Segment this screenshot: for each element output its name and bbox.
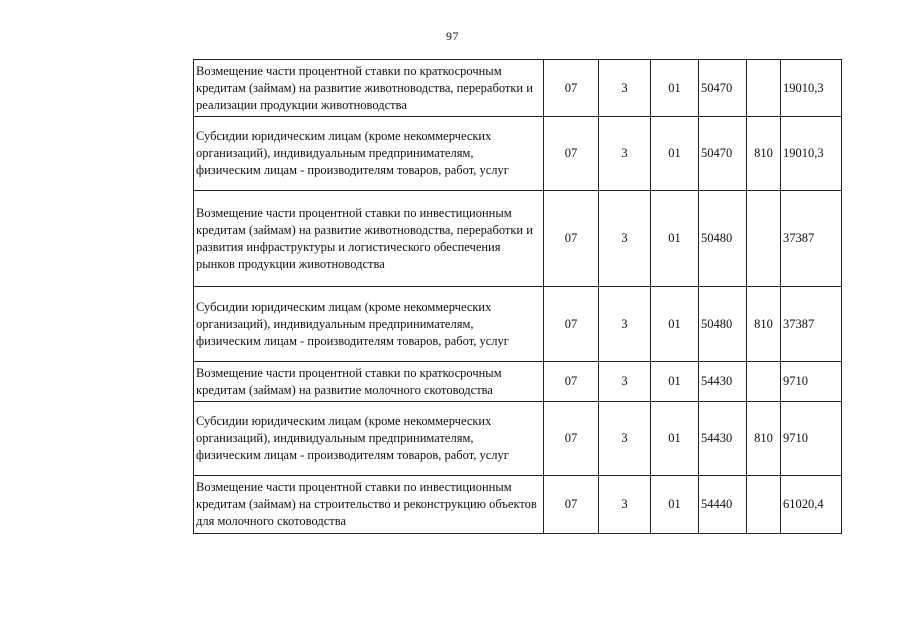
amount-cell: 37387	[781, 191, 842, 287]
expense-type-cell	[747, 476, 781, 534]
program-cell: 01	[651, 287, 699, 362]
subsection-cell: 3	[599, 287, 651, 362]
subsection-cell: 3	[599, 191, 651, 287]
amount-cell: 37387	[781, 287, 842, 362]
program-cell: 01	[651, 362, 699, 402]
item-name: Возмещение части процентной ставки по инвестиционным кредитам (займам) на строительство и реконструкцию объектов для молочного скотоводства	[194, 476, 544, 534]
code-cell: 54440	[699, 476, 747, 534]
program-cell: 01	[651, 60, 699, 117]
subsection-cell: 3	[599, 362, 651, 402]
item-name: Субсидии юридическим лицам (кроме некоммерческих организаций), индивидуальным предпринимателям, физическим лицам - производителям товаров, работ, услуг	[194, 402, 544, 476]
expense-type-cell: 810	[747, 117, 781, 191]
section-cell: 07	[544, 191, 599, 287]
section-cell: 07	[544, 362, 599, 402]
code-cell: 50470	[699, 60, 747, 117]
section-cell: 07	[544, 402, 599, 476]
table-row	[194, 476, 842, 534]
code-cell: 50480	[699, 287, 747, 362]
amount-cell: 9710	[781, 402, 842, 476]
section-cell: 07	[544, 287, 599, 362]
expense-type-cell	[747, 60, 781, 117]
subsection-cell: 3	[599, 60, 651, 117]
amount-cell: 61020,4	[781, 476, 842, 534]
expense-type-cell: 810	[747, 402, 781, 476]
section-cell: 07	[544, 60, 599, 117]
subsection-cell: 3	[599, 117, 651, 191]
amount-cell: 19010,3	[781, 117, 842, 191]
table-row	[194, 191, 842, 287]
table-row	[194, 117, 842, 191]
subsection-cell: 3	[599, 476, 651, 534]
program-cell: 01	[651, 117, 699, 191]
page-number: 97	[446, 29, 459, 43]
item-name: Субсидии юридическим лицам (кроме некоммерческих организаций), индивидуальным предпринимателям, физическим лицам - производителям товаров, работ, услуг	[194, 117, 544, 191]
code-cell: 50470	[699, 117, 747, 191]
expense-type-cell: 810	[747, 287, 781, 362]
budget-table	[193, 59, 842, 534]
item-name: Субсидии юридическим лицам (кроме некоммерческих организаций), индивидуальным предпринимателям, физическим лицам - производителям товаров, работ, услуг	[194, 287, 544, 362]
code-cell: 50480	[699, 191, 747, 287]
table-row	[194, 60, 842, 117]
item-name: Возмещение части процентной ставки по краткосрочным кредитам (займам) на развитие животноводства, переработки и реализации продукции животноводства	[194, 60, 544, 117]
amount-cell: 9710	[781, 362, 842, 402]
amount-cell: 19010,3	[781, 60, 842, 117]
section-cell: 07	[544, 476, 599, 534]
program-cell: 01	[651, 476, 699, 534]
subsection-cell: 3	[599, 402, 651, 476]
table-row	[194, 402, 842, 476]
program-cell: 01	[651, 402, 699, 476]
section-cell: 07	[544, 117, 599, 191]
item-name: Возмещение части процентной ставки по инвестиционным кредитам (займам) на развитие животноводства, переработки и развития инфраструктуры и логистического обеспечения рынков продукции животноводства	[194, 191, 544, 287]
program-cell: 01	[651, 191, 699, 287]
item-name: Возмещение части процентной ставки по краткосрочным кредитам (займам) на развитие молочного скотоводства	[194, 362, 544, 402]
table-row	[194, 362, 842, 402]
code-cell: 54430	[699, 402, 747, 476]
expense-type-cell	[747, 191, 781, 287]
code-cell: 54430	[699, 362, 747, 402]
table-row	[194, 287, 842, 362]
expense-type-cell	[747, 362, 781, 402]
